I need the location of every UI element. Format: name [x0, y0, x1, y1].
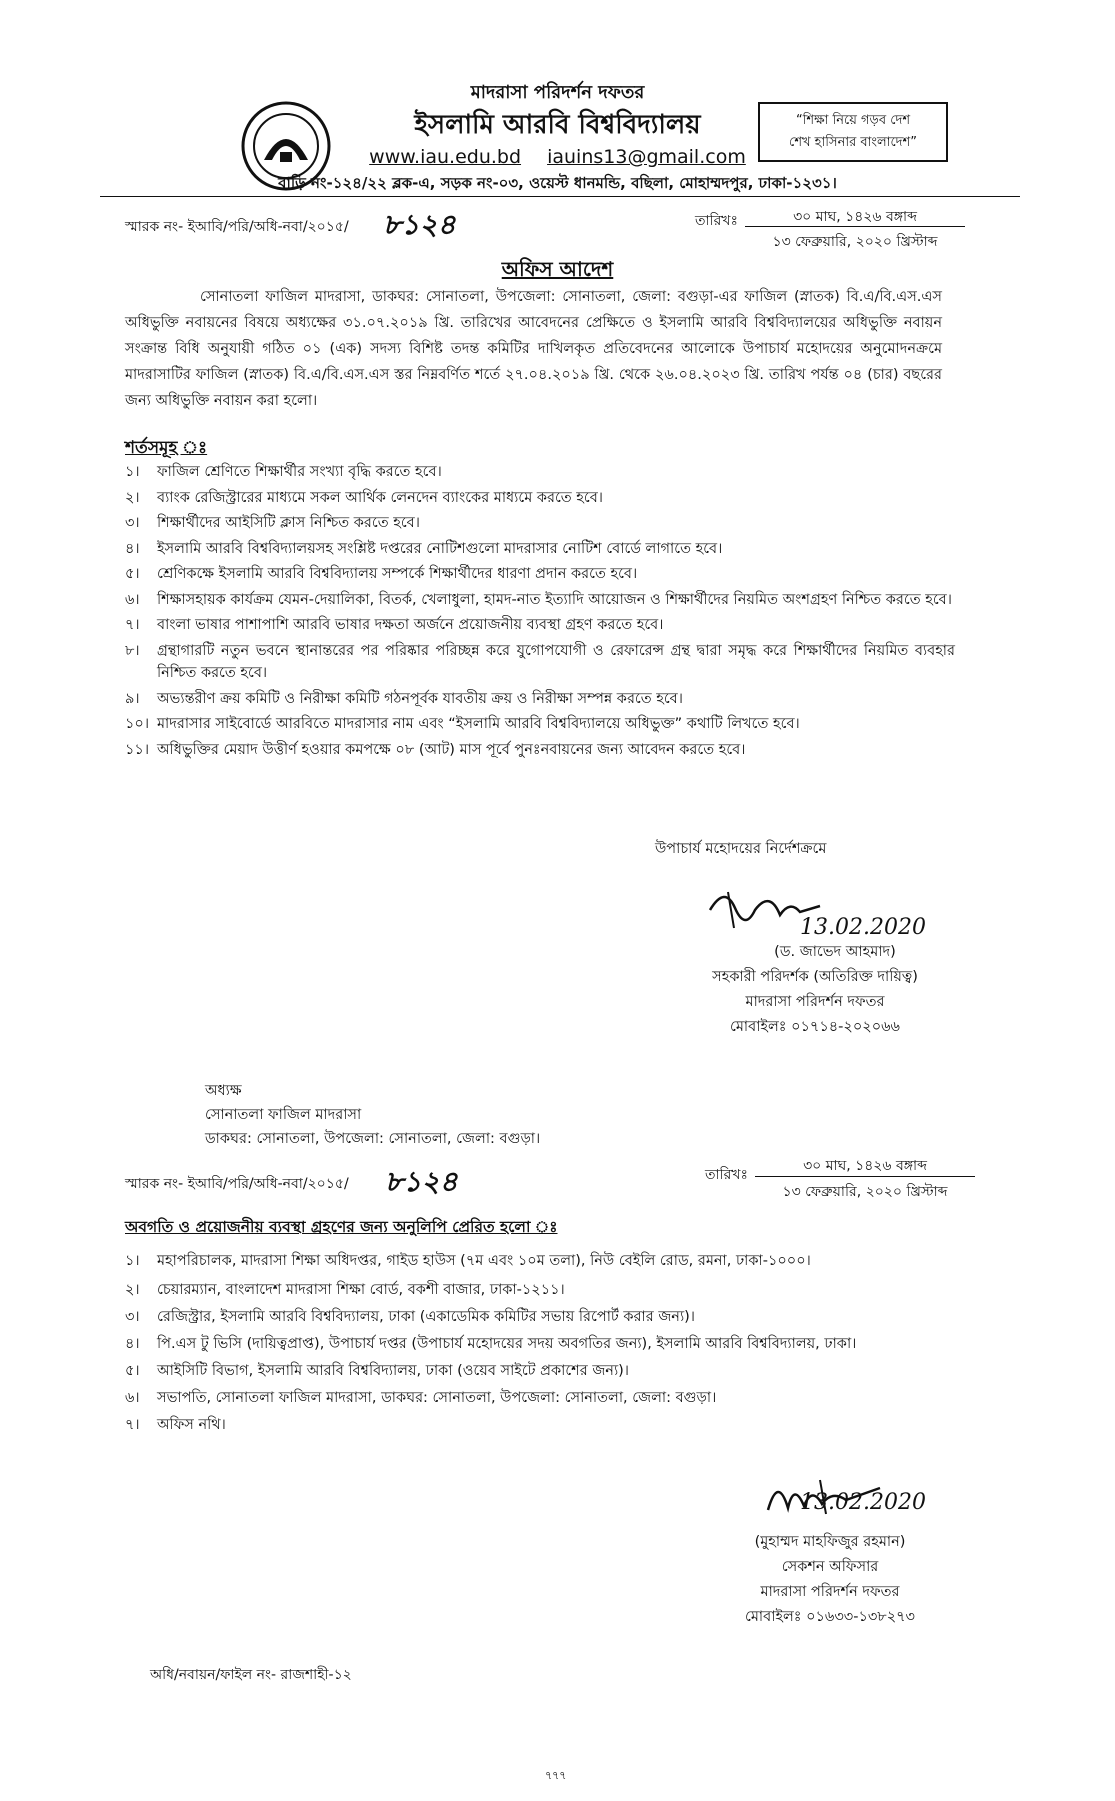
signatory-name: (মুহাম্মদ মাহফিজুর রহমান) [754, 1534, 906, 1550]
list-item: ১। মহাপরিচালক, মাদরাসা শিক্ষা অধিদপ্তর, গাইড হাউস (৭ম এবং ১০ম তলা), নিউ বেইলি রোড, রমনা, ঢাকা-১০০০। [125, 1253, 811, 1269]
date-bangla-2: ৩০ মাঘ, ১৪২৬ বঙ্গাব্দ [803, 1158, 927, 1174]
signatory-designation: সহকারী পরিদর্শক (অতিরিক্ত দায়িত্ব) [712, 969, 918, 985]
list-item: ৩। রেজিস্ট্রার, ইসলামি আরবি বিশ্ববিদ্যালয়, ঢাকা (একাডেমিক কমিটির সভায় রিপোর্ট করার জন্য)। [125, 1309, 695, 1325]
header-divider [100, 196, 1020, 197]
list-item: ৬। শিক্ষাসহায়ক কার্যক্রম যেমন-দেয়ালিকা, বিতর্ক, খেলাধুলা, হামদ-নাত ইত্যাদি আয়োজন ও শিক্ষার্থীদের নিয়মিত অংশগ্রহণ নিশ্চিত করতে হবে। [125, 591, 952, 608]
list-item: ৪। ইসলামি আরবি বিশ্ববিদ্যালয়সহ সংশ্লিষ্ট দপ্তরের নোটিশগুলো মাদরাসার নোটিশ বোর্ডে লাগাতে হবে। [125, 540, 723, 557]
list-item: ৫। শ্রেণিকক্ষে ইসলামি আরবি বিশ্ববিদ্যালয় সম্পর্কে শিক্ষার্থীদের ধারণা প্রদান করতে হবে। [125, 566, 638, 582]
list-item: ৭। বাংলা ভাষার পাশাপাশি আরবি ভাষার দক্ষতা অর্জনে প্রয়োজনীয় ব্যবস্থা গ্রহণ করতে হবে। [125, 617, 664, 633]
date-english-1: ১৩ ফেব্রুয়ারি, ২০২০ খ্রিস্টাব্দ [772, 234, 938, 250]
signatory-office: মাদরাসা পরিদর্শন দফতর [745, 994, 885, 1010]
date-english-2: ১৩ ফেব্রুয়ারি, ২০২০ খ্রিস্টাব্দ [782, 1184, 948, 1200]
email-link[interactable]: iauins13@gmail.com [547, 146, 746, 168]
list-item: ২। ব্যাংক রেজিস্ট্রারের মাধ্যমে সকল আর্থিক লেনদেন ব্যাংকের মাধ্যমে করতে হবে। [125, 489, 603, 506]
memo-label-1: স্মারক নং- ইআবি/পরি/অধি-নবা/২০১৫/ [125, 219, 349, 235]
signatory-mobile: মোবাইলঃ ০১৬৩৩-১৩৮২৭৩ [745, 1609, 915, 1625]
recipient-address: ডাকঘর: সোনাতলা, উপজেলা: সোনাতলা, জেলা: বগুড়া। [205, 1131, 541, 1147]
page-number: ৭৭৭ [545, 1769, 567, 1782]
signatory-name: (ড. জাভেদ আহমাদ) [774, 944, 896, 960]
date-label-2: তারিখঃ [705, 1167, 748, 1183]
list-item: ৩। শিক্ষার্থীদের আইসিটি ক্লাস নিশ্চিত করতে হবে। [125, 515, 420, 531]
list-item: ২। চেয়ারম্যান, বাংলাদেশ মাদরাসা শিক্ষা বোর্ড, বকশী বাজার, ঢাকা-১২১১। [125, 1282, 565, 1298]
signatory-office: মাদরাসা পরিদর্শন দফতর [760, 1584, 900, 1600]
conditions-heading: শর্তসমূহ ঃ [125, 438, 208, 458]
university-name: ইসলামি আরবি বিশ্ববিদ্যালয় [414, 110, 701, 140]
signatory-designation: সেকশন অফিসার [781, 1559, 879, 1575]
memo-number-2: ৮১২৪ [385, 1165, 458, 1198]
address-line: বাড়ি নং-১২৪/২২ ব্লক-এ, সড়ক নং-০৩, ওয়েস্ট ধানমন্ডি, বছিলা, মোহাম্মদপুর, ঢাকা-১২৩১। [278, 174, 837, 192]
website-link[interactable]: www.iau.edu.bd [369, 146, 522, 168]
date-divider-2 [755, 1176, 975, 1177]
conditions-list [125, 461, 955, 761]
signatory-2 [700, 1530, 960, 1630]
list-item: ১। ফাজিল শ্রেণিতে শিক্ষার্থীর সংখ্যা বৃদ্ধি করতে হবে। [125, 464, 442, 480]
slogan-line-1: “শিক্ষা নিয়ে গড়ব দেশ [795, 113, 911, 128]
list-item: ৬। সভাপতি, সোনাতলা ফাজিল মাদরাসা, ডাকঘর: সোনাতলা, উপজেলা: সোনাতলা, জেলা: বগুড়া। [125, 1390, 717, 1406]
signature-date-1: 13.02.2020 [800, 915, 926, 940]
list-item: ৫। আইসিটি বিভাগ, ইসলামি আরবি বিশ্ববিদ্যালয়, ঢাকা (ওয়েব সাইটে প্রকাশের জন্য)। [125, 1363, 629, 1379]
memo-number-1: ৮১২৪ [383, 208, 456, 241]
order-title: অফিস আদেশ [501, 257, 614, 281]
list-item: ১১। অধিভুক্তির মেয়াদ উত্তীর্ণ হওয়ার কমপক্ষে ০৮ (আট) মাস পূর্বে পুনঃনবায়নের জন্য আবেদন করতে হবে। [125, 741, 746, 758]
signatory-1 [660, 940, 970, 1040]
direction-note: উপাচার্য মহোদয়ের নির্দেশক্রমে [655, 841, 827, 857]
office-name: মাদরাসা পরিদর্শন দফতর [470, 82, 645, 103]
slogan-box [758, 102, 948, 162]
recipient-title: অধ্যক্ষ [205, 1083, 242, 1099]
signatory-mobile: মোবাইলঃ ০১৭১৪-২০২০৬৬ [730, 1019, 900, 1035]
slogan-line-2: শেখ হাসিনার বাংলাদেশ” [789, 135, 917, 150]
date-label-1: তারিখঃ [695, 213, 738, 229]
copies-heading: অবগতি ও প্রয়োজনীয় ব্যবস্থা গ্রহণের জন্য অনুলিপি প্রেরিত হলো ঃ [125, 1218, 558, 1236]
file-reference: অধি/নবায়ন/ফাইল নং- রাজশাহী-১২ [150, 1667, 352, 1683]
list-item: ৭। অফিস নথি। [125, 1417, 226, 1433]
list-item: ৪। পি.এস টু ভিসি (দায়িত্বপ্রাপ্ত), উপাচার্য দপ্তর (উপাচার্য মহোদয়ের সদয় অবগতির জন্য), ইসলামি আরবি বিশ্ববিদ্যালয়, ঢাকা। [125, 1336, 857, 1352]
list-item: ৮। গ্রন্থাগারটি নতুন ভবনে স্থানান্তরের পর পরিষ্কার পরিচ্ছন্ন করে যুগোপযোগী ও রেফারেন্স গ্রন্থ দ্বারা সমৃদ্ধ করে শিক্ষার্থীদের নিয়মিত ব্যবহার নিশ্চিত করতে হবে। [125, 642, 955, 681]
order-paragraph: সোনাতলা ফাজিল মাদরাসা, ডাকঘর: সোনাতলা, উপজেলা: সোনাতলা, জেলা: বগুড়া-এর ফাজিল (স্নাতক) বি.এ/বি.এস.এস অধিভুক্তি নবায়নের বিষয়ে অধ্যক্ষের ৩১.০৭.২০১৯ খ্রি. তারিখের আবেদনের প্রেক্ষিতে ও ইসলামি আরবি বিশ্ববিদ্যালয়ের অধিভুক্তি নবায়ন সংক্রান্ত বিধি অনুযায়ী গঠিত ০১ (এক) সদস্য বিশিষ্ট তদন্ত কমিটির দাখিলকৃত প্রতিবেদনের আলোকে উপাচার্য মহোদয়ের অনুমোদনক্রমে মাদরাসাটির ফাজিল (স্নাতক) বি.এ/বি.এস.এস স্তর নিম্নবর্ণিত শর্তে ২৭.০৪.২০১৯ খ্রি. থেকে ২৬.০৪.২০২৩ খ্রি. তারিখ পর্যন্ত ০৪ (চার) বছরের জন্য অধিভুক্তি নবায়ন করা হলো। [125, 289, 942, 409]
copies-list [125, 1250, 955, 1437]
list-item: ১০। মাদরাসার সাইবোর্ডে আরবিতে মাদরাসার নাম এবং “ইসলামি আরবি বিশ্ববিদ্যালয়ে অধিভুক্ত” কথাটি লিখতে হবে। [125, 716, 800, 732]
recipient-institution: সোনাতলা ফাজিল মাদরাসা [205, 1107, 362, 1123]
signature-date-2: 13.02.2020 [800, 1490, 926, 1515]
date-divider-1 [745, 226, 965, 227]
date-bangla-1: ৩০ মাঘ, ১৪২৬ বঙ্গাব্দ [793, 209, 917, 225]
memo-label-2: স্মারক নং- ইআবি/পরি/অধি-নবা/২০১৫/ [125, 1176, 349, 1192]
list-item: ৯। অভ্যন্তরীণ ক্রয় কমিটি ও নিরীক্ষা কমিটি গঠনপূর্বক যাবতীয় ক্রয় ও নিরীক্ষা সম্পন্ন করতে হবে। [125, 690, 683, 707]
